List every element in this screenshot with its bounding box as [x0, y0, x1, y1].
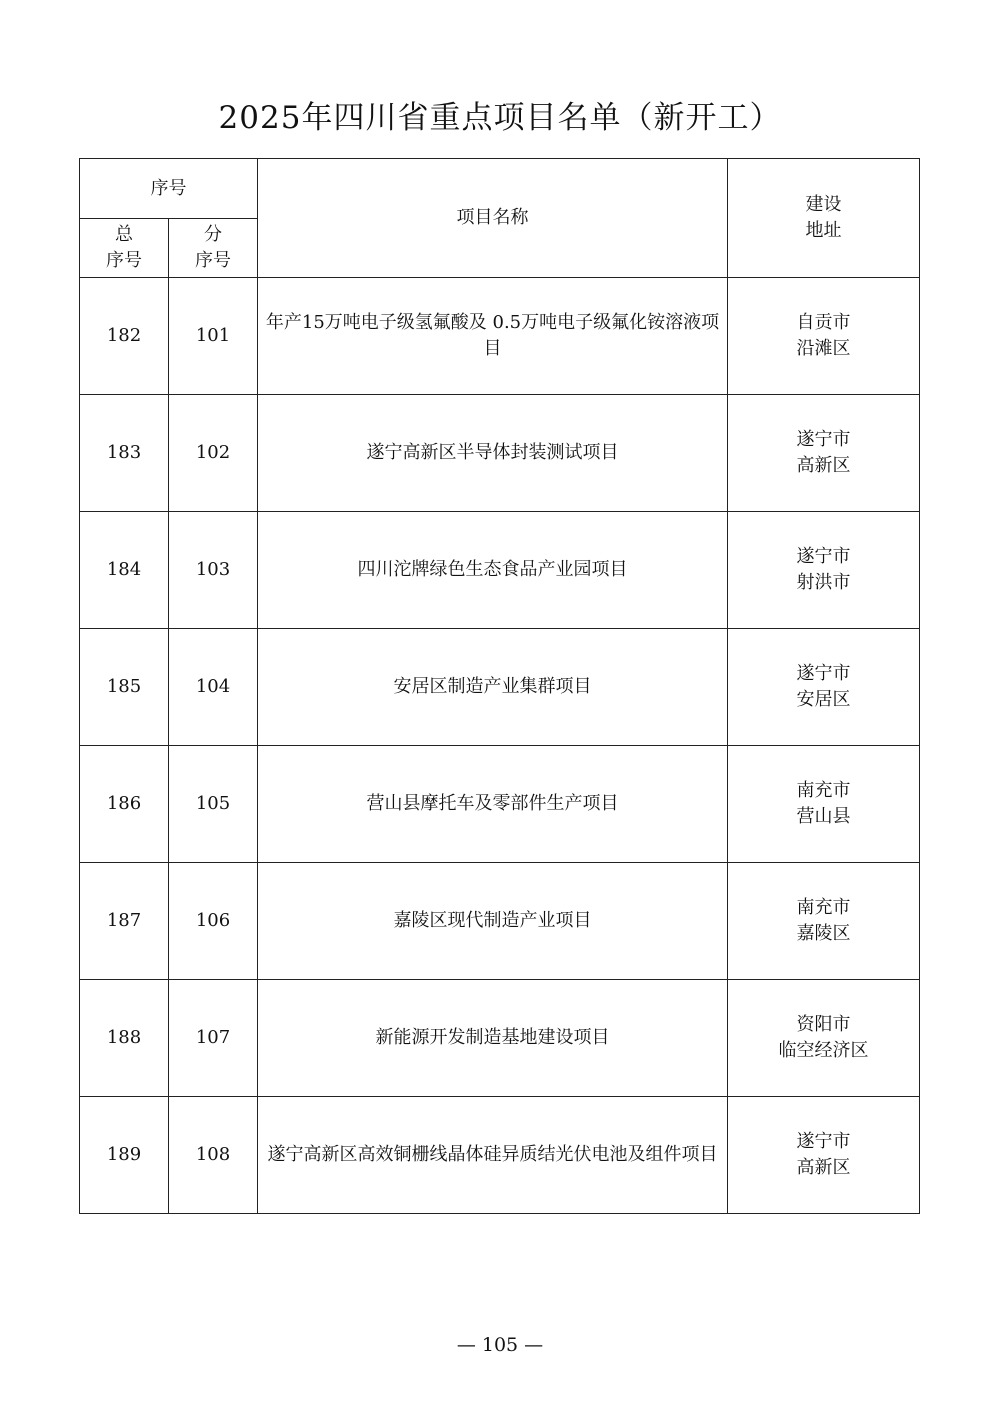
project-name-cell: 营山县摩托车及零部件生产项目 — [258, 746, 728, 863]
total-seq-cell: 184 — [80, 512, 169, 629]
page-title: 2025年四川省重点项目名单（新开工） — [218, 100, 782, 136]
header-total-seq-line1: 总 — [115, 224, 133, 245]
project-name-cell: 嘉陵区现代制造产业项目 — [258, 863, 728, 980]
table-row — [80, 1097, 920, 1214]
location-district: 沿滩区 — [796, 338, 851, 359]
location-city: 资阳市 — [796, 1014, 851, 1035]
table-row — [80, 395, 920, 512]
total-seq-cell: 182 — [80, 278, 169, 395]
sub-seq-cell: 105 — [169, 746, 258, 863]
project-name-cell: 四川沱牌绿色生态食品产业园项目 — [258, 512, 728, 629]
page-number: — 105 — — [456, 1334, 544, 1356]
sub-seq-cell: 107 — [169, 980, 258, 1097]
table-row — [80, 863, 920, 980]
location-cell — [728, 278, 920, 395]
location-district: 高新区 — [796, 455, 851, 476]
total-seq-cell: 183 — [80, 395, 169, 512]
table-row — [80, 980, 920, 1097]
location-city: 南充市 — [796, 897, 851, 918]
location-district: 营山县 — [796, 806, 851, 827]
location-city: 遂宁市 — [796, 429, 851, 450]
sub-seq-cell: 103 — [169, 512, 258, 629]
header-project-name: 项目名称 — [258, 159, 728, 278]
sub-seq-cell: 104 — [169, 629, 258, 746]
location-city: 南充市 — [796, 780, 851, 801]
table-row — [80, 629, 920, 746]
project-name-cell: 遂宁高新区高效铜栅线晶体硅异质结光伏电池及组件项目 — [258, 1097, 728, 1214]
header-sub-seq — [169, 219, 258, 278]
location-district: 嘉陵区 — [796, 923, 851, 944]
total-seq-cell: 189 — [80, 1097, 169, 1214]
project-name-cell: 年产15万吨电子级氢氟酸及 0.5万吨电子级氟化铵溶液项目 — [258, 278, 728, 395]
location-city: 自贡市 — [796, 312, 851, 333]
location-city: 遂宁市 — [796, 546, 851, 567]
total-seq-cell: 186 — [80, 746, 169, 863]
project-name-cell: 安居区制造产业集群项目 — [258, 629, 728, 746]
location-cell — [728, 746, 920, 863]
header-location-line1: 建设 — [805, 194, 842, 215]
table-row — [80, 278, 920, 395]
location-district: 高新区 — [796, 1157, 851, 1178]
location-city: 遂宁市 — [796, 1131, 851, 1152]
project-name-cell: 新能源开发制造基地建设项目 — [258, 980, 728, 1097]
location-cell — [728, 395, 920, 512]
sub-seq-cell: 106 — [169, 863, 258, 980]
table-row — [80, 746, 920, 863]
location-cell — [728, 629, 920, 746]
location-district: 安居区 — [796, 689, 851, 710]
header-total-seq-line2: 序号 — [106, 250, 142, 271]
header-total-seq — [80, 219, 169, 278]
table-header-row — [80, 159, 920, 219]
location-district: 射洪市 — [796, 572, 851, 593]
location-district: 临空经济区 — [778, 1040, 869, 1061]
project-table — [79, 158, 920, 1214]
sub-seq-cell: 108 — [169, 1097, 258, 1214]
table-row — [80, 512, 920, 629]
location-cell — [728, 512, 920, 629]
location-city: 遂宁市 — [796, 663, 851, 684]
sub-seq-cell: 102 — [169, 395, 258, 512]
header-sub-seq-line2: 序号 — [195, 250, 231, 271]
sub-seq-cell: 101 — [169, 278, 258, 395]
header-location — [728, 159, 920, 278]
header-location-line2: 地址 — [805, 220, 842, 241]
header-sub-seq-line1: 分 — [204, 224, 222, 245]
total-seq-cell: 187 — [80, 863, 169, 980]
total-seq-cell: 188 — [80, 980, 169, 1097]
location-cell — [728, 863, 920, 980]
project-name-cell: 遂宁高新区半导体封装测试项目 — [258, 395, 728, 512]
location-cell — [728, 980, 920, 1097]
total-seq-cell: 185 — [80, 629, 169, 746]
location-cell — [728, 1097, 920, 1214]
header-seq: 序号 — [80, 159, 258, 219]
